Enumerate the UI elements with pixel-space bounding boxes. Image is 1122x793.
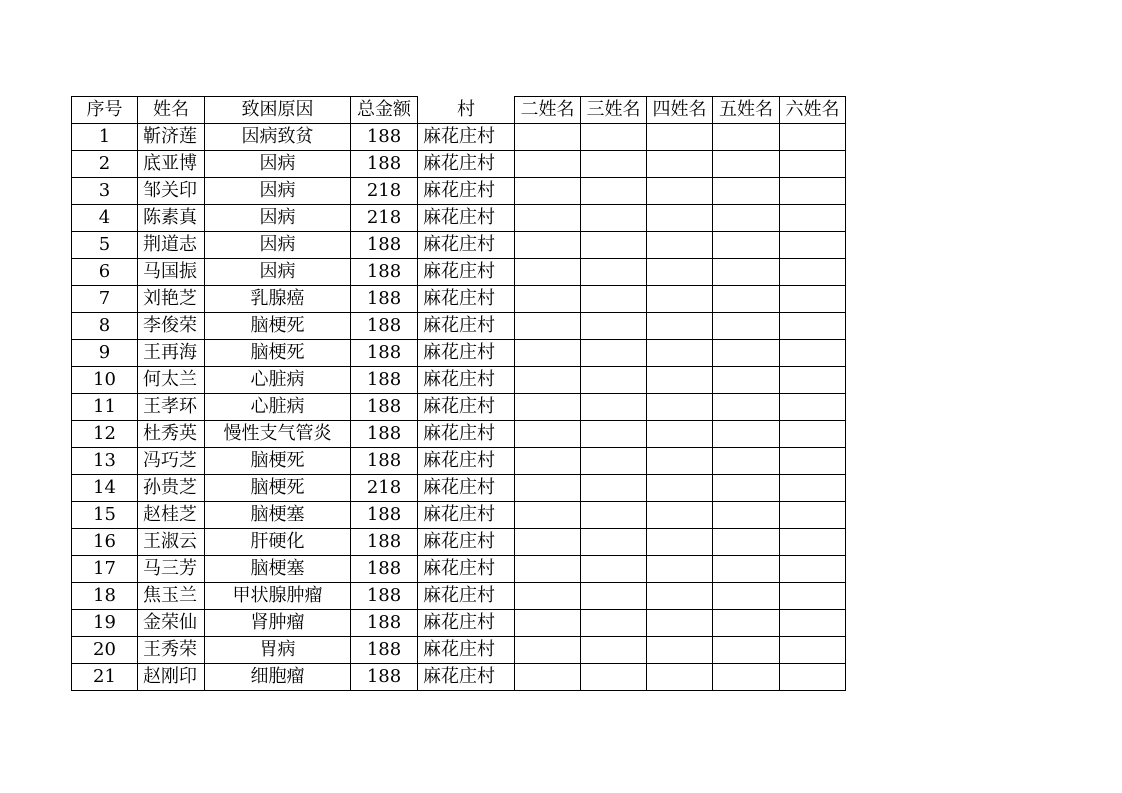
empty-name5-cell[interactable] xyxy=(713,583,780,610)
amount-cell[interactable]: 218 xyxy=(351,205,418,232)
empty-name4-cell[interactable] xyxy=(647,664,713,691)
header-row xyxy=(72,97,846,124)
cause-cell[interactable]: 乳腺癌 xyxy=(205,286,351,313)
table-row xyxy=(72,475,846,502)
cause-cell[interactable]: 脑梗死 xyxy=(205,475,351,502)
empty-name2-cell[interactable] xyxy=(515,394,581,421)
name-cell[interactable]: 荆道志 xyxy=(138,232,205,259)
village-cell[interactable]: 麻花庄村 xyxy=(418,313,515,340)
empty-name6-cell[interactable] xyxy=(780,124,846,151)
empty-name3-cell[interactable] xyxy=(581,664,647,691)
cause-cell[interactable]: 因病 xyxy=(205,178,351,205)
seq-cell[interactable]: 1 xyxy=(72,124,138,151)
seq-cell[interactable]: 14 xyxy=(72,475,138,502)
amount-cell[interactable]: 218 xyxy=(351,178,418,205)
empty-name3-cell[interactable] xyxy=(581,367,647,394)
empty-name3-cell[interactable] xyxy=(581,205,647,232)
header-village[interactable]: 村 xyxy=(418,97,515,124)
amount-cell[interactable]: 188 xyxy=(351,367,418,394)
empty-name3-cell[interactable] xyxy=(581,394,647,421)
empty-name6-cell[interactable] xyxy=(780,556,846,583)
empty-name6-cell[interactable] xyxy=(780,610,846,637)
name-cell[interactable]: 金荣仙 xyxy=(138,610,205,637)
name-cell[interactable]: 靳济莲 xyxy=(138,124,205,151)
amount-cell[interactable]: 218 xyxy=(351,475,418,502)
empty-name6-cell[interactable] xyxy=(780,151,846,178)
village-cell[interactable]: 麻花庄村 xyxy=(418,448,515,475)
empty-name2-cell[interactable] xyxy=(515,448,581,475)
amount-cell[interactable]: 188 xyxy=(351,529,418,556)
seq-cell[interactable]: 2 xyxy=(72,151,138,178)
header-name5[interactable]: 五姓名 xyxy=(713,97,780,124)
empty-name4-cell[interactable] xyxy=(647,529,713,556)
table-row xyxy=(72,421,846,448)
cause-cell[interactable]: 心脏病 xyxy=(205,367,351,394)
village-cell[interactable]: 麻花庄村 xyxy=(418,475,515,502)
empty-name3-cell[interactable] xyxy=(581,556,647,583)
empty-name3-cell[interactable] xyxy=(581,151,647,178)
seq-cell[interactable]: 5 xyxy=(72,232,138,259)
empty-name6-cell[interactable] xyxy=(780,529,846,556)
seq-cell[interactable]: 21 xyxy=(72,664,138,691)
name-cell[interactable]: 王秀荣 xyxy=(138,637,205,664)
seq-cell[interactable]: 13 xyxy=(72,448,138,475)
village-cell[interactable]: 麻花庄村 xyxy=(418,556,515,583)
cause-cell[interactable]: 因病致贫 xyxy=(205,124,351,151)
cause-cell[interactable]: 脑梗塞 xyxy=(205,556,351,583)
village-cell[interactable]: 麻花庄村 xyxy=(418,637,515,664)
empty-name6-cell[interactable] xyxy=(780,259,846,286)
empty-name2-cell[interactable] xyxy=(515,124,581,151)
empty-name4-cell[interactable] xyxy=(647,502,713,529)
empty-name6-cell[interactable] xyxy=(780,340,846,367)
name-cell[interactable]: 李俊荣 xyxy=(138,313,205,340)
table-row xyxy=(72,340,846,367)
empty-name6-cell[interactable] xyxy=(780,448,846,475)
empty-name5-cell[interactable] xyxy=(713,313,780,340)
seq-cell[interactable]: 18 xyxy=(72,583,138,610)
empty-name6-cell[interactable] xyxy=(780,502,846,529)
amount-cell[interactable]: 188 xyxy=(351,394,418,421)
seq-cell[interactable]: 19 xyxy=(72,610,138,637)
amount-cell[interactable]: 188 xyxy=(351,340,418,367)
empty-name4-cell[interactable] xyxy=(647,286,713,313)
empty-name5-cell[interactable] xyxy=(713,232,780,259)
amount-cell[interactable]: 188 xyxy=(351,583,418,610)
amount-cell[interactable]: 188 xyxy=(351,637,418,664)
cause-cell[interactable]: 脑梗死 xyxy=(205,313,351,340)
empty-name6-cell[interactable] xyxy=(780,178,846,205)
empty-name5-cell[interactable] xyxy=(713,367,780,394)
village-cell[interactable]: 麻花庄村 xyxy=(418,232,515,259)
seq-cell[interactable]: 9 xyxy=(72,340,138,367)
name-cell[interactable]: 何太兰 xyxy=(138,367,205,394)
empty-name4-cell[interactable] xyxy=(647,259,713,286)
empty-name4-cell[interactable] xyxy=(647,313,713,340)
header-name2[interactable]: 二姓名 xyxy=(515,97,581,124)
cause-cell[interactable]: 胃病 xyxy=(205,637,351,664)
empty-name6-cell[interactable] xyxy=(780,664,846,691)
cause-cell[interactable]: 慢性支气管炎 xyxy=(205,421,351,448)
empty-name4-cell[interactable] xyxy=(647,637,713,664)
empty-name2-cell[interactable] xyxy=(515,340,581,367)
table-row xyxy=(72,124,846,151)
empty-name5-cell[interactable] xyxy=(713,421,780,448)
empty-name4-cell[interactable] xyxy=(647,583,713,610)
empty-name4-cell[interactable] xyxy=(647,610,713,637)
village-cell[interactable]: 麻花庄村 xyxy=(418,124,515,151)
name-cell[interactable]: 马国振 xyxy=(138,259,205,286)
empty-name2-cell[interactable] xyxy=(515,637,581,664)
empty-name2-cell[interactable] xyxy=(515,151,581,178)
cause-cell[interactable]: 脑梗死 xyxy=(205,340,351,367)
empty-name2-cell[interactable] xyxy=(515,232,581,259)
name-cell[interactable]: 邹关印 xyxy=(138,178,205,205)
empty-name2-cell[interactable] xyxy=(515,178,581,205)
village-cell[interactable]: 麻花庄村 xyxy=(418,529,515,556)
empty-name5-cell[interactable] xyxy=(713,637,780,664)
seq-cell[interactable]: 15 xyxy=(72,502,138,529)
empty-name4-cell[interactable] xyxy=(647,475,713,502)
table-row xyxy=(72,529,846,556)
village-cell[interactable]: 麻花庄村 xyxy=(418,178,515,205)
seq-cell[interactable]: 17 xyxy=(72,556,138,583)
empty-name2-cell[interactable] xyxy=(515,502,581,529)
amount-cell[interactable]: 188 xyxy=(351,664,418,691)
empty-name4-cell[interactable] xyxy=(647,124,713,151)
empty-name4-cell[interactable] xyxy=(647,394,713,421)
table-row xyxy=(72,313,846,340)
table-row xyxy=(72,664,846,691)
table-row xyxy=(72,394,846,421)
empty-name5-cell[interactable] xyxy=(713,610,780,637)
header-name[interactable]: 姓名 xyxy=(138,97,205,124)
empty-name2-cell[interactable] xyxy=(515,313,581,340)
seq-cell[interactable]: 16 xyxy=(72,529,138,556)
empty-name2-cell[interactable] xyxy=(515,556,581,583)
table-row xyxy=(72,205,846,232)
empty-name2-cell[interactable] xyxy=(515,475,581,502)
empty-name6-cell[interactable] xyxy=(780,583,846,610)
amount-cell[interactable]: 188 xyxy=(351,610,418,637)
empty-name6-cell[interactable] xyxy=(780,367,846,394)
header-seq[interactable]: 序号 xyxy=(72,97,138,124)
amount-cell[interactable]: 188 xyxy=(351,556,418,583)
table-row xyxy=(72,556,846,583)
name-cell[interactable]: 焦玉兰 xyxy=(138,583,205,610)
empty-name3-cell[interactable] xyxy=(581,475,647,502)
empty-name5-cell[interactable] xyxy=(713,124,780,151)
empty-name5-cell[interactable] xyxy=(713,259,780,286)
table-row xyxy=(72,151,846,178)
relief-table xyxy=(71,96,846,691)
cause-cell[interactable]: 甲状腺肿瘤 xyxy=(205,583,351,610)
empty-name6-cell[interactable] xyxy=(780,205,846,232)
village-cell[interactable]: 麻花庄村 xyxy=(418,151,515,178)
empty-name6-cell[interactable] xyxy=(780,637,846,664)
amount-cell[interactable]: 188 xyxy=(351,286,418,313)
empty-name5-cell[interactable] xyxy=(713,178,780,205)
seq-cell[interactable]: 10 xyxy=(72,367,138,394)
empty-name4-cell[interactable] xyxy=(647,205,713,232)
empty-name3-cell[interactable] xyxy=(581,340,647,367)
empty-name4-cell[interactable] xyxy=(647,367,713,394)
village-cell[interactable]: 麻花庄村 xyxy=(418,502,515,529)
table-row xyxy=(72,583,846,610)
cause-cell[interactable]: 因病 xyxy=(205,259,351,286)
empty-name2-cell[interactable] xyxy=(515,259,581,286)
empty-name3-cell[interactable] xyxy=(581,448,647,475)
empty-name2-cell[interactable] xyxy=(515,529,581,556)
empty-name4-cell[interactable] xyxy=(647,448,713,475)
village-cell[interactable]: 麻花庄村 xyxy=(418,664,515,691)
amount-cell[interactable]: 188 xyxy=(351,259,418,286)
cause-cell[interactable]: 因病 xyxy=(205,232,351,259)
empty-name5-cell[interactable] xyxy=(713,448,780,475)
empty-name6-cell[interactable] xyxy=(780,475,846,502)
cause-cell[interactable]: 肾肿瘤 xyxy=(205,610,351,637)
seq-cell[interactable]: 12 xyxy=(72,421,138,448)
cause-cell[interactable]: 脑梗死 xyxy=(205,448,351,475)
amount-cell[interactable]: 188 xyxy=(351,313,418,340)
empty-name2-cell[interactable] xyxy=(515,610,581,637)
empty-name4-cell[interactable] xyxy=(647,178,713,205)
name-cell[interactable]: 王再海 xyxy=(138,340,205,367)
cause-cell[interactable]: 因病 xyxy=(205,205,351,232)
empty-name5-cell[interactable] xyxy=(713,394,780,421)
village-cell[interactable]: 麻花庄村 xyxy=(418,259,515,286)
name-cell[interactable]: 杜秀英 xyxy=(138,421,205,448)
empty-name2-cell[interactable] xyxy=(515,664,581,691)
name-cell[interactable]: 王淑云 xyxy=(138,529,205,556)
empty-name3-cell[interactable] xyxy=(581,637,647,664)
amount-cell[interactable]: 188 xyxy=(351,232,418,259)
seq-cell[interactable]: 6 xyxy=(72,259,138,286)
empty-name5-cell[interactable] xyxy=(713,205,780,232)
empty-name4-cell[interactable] xyxy=(647,151,713,178)
empty-name2-cell[interactable] xyxy=(515,421,581,448)
empty-name5-cell[interactable] xyxy=(713,529,780,556)
village-cell[interactable]: 麻花庄村 xyxy=(418,367,515,394)
empty-name3-cell[interactable] xyxy=(581,178,647,205)
empty-name4-cell[interactable] xyxy=(647,340,713,367)
empty-name5-cell[interactable] xyxy=(713,664,780,691)
name-cell[interactable]: 陈素真 xyxy=(138,205,205,232)
empty-name6-cell[interactable] xyxy=(780,421,846,448)
name-cell[interactable]: 底亚博 xyxy=(138,151,205,178)
table-row xyxy=(72,286,846,313)
seq-cell[interactable]: 3 xyxy=(72,178,138,205)
empty-name4-cell[interactable] xyxy=(647,556,713,583)
empty-name3-cell[interactable] xyxy=(581,286,647,313)
empty-name4-cell[interactable] xyxy=(647,232,713,259)
table-row xyxy=(72,259,846,286)
table-row xyxy=(72,178,846,205)
name-cell[interactable]: 刘艳芝 xyxy=(138,286,205,313)
empty-name6-cell[interactable] xyxy=(780,313,846,340)
empty-name5-cell[interactable] xyxy=(713,556,780,583)
cause-cell[interactable]: 脑梗塞 xyxy=(205,502,351,529)
seq-cell[interactable]: 20 xyxy=(72,637,138,664)
seq-cell[interactable]: 8 xyxy=(72,313,138,340)
village-cell[interactable]: 麻花庄村 xyxy=(418,205,515,232)
cause-cell[interactable]: 肝硬化 xyxy=(205,529,351,556)
cause-cell[interactable]: 细胞瘤 xyxy=(205,664,351,691)
header-cause[interactable]: 致困原因 xyxy=(205,97,351,124)
header-name4[interactable]: 四姓名 xyxy=(647,97,713,124)
village-cell[interactable]: 麻花庄村 xyxy=(418,286,515,313)
table-row xyxy=(72,502,846,529)
cause-cell[interactable]: 因病 xyxy=(205,151,351,178)
empty-name6-cell[interactable] xyxy=(780,286,846,313)
name-cell[interactable]: 赵刚印 xyxy=(138,664,205,691)
empty-name2-cell[interactable] xyxy=(515,367,581,394)
cause-cell[interactable]: 心脏病 xyxy=(205,394,351,421)
village-cell[interactable]: 麻花庄村 xyxy=(418,583,515,610)
name-cell[interactable]: 孙贵芝 xyxy=(138,475,205,502)
amount-cell[interactable]: 188 xyxy=(351,421,418,448)
empty-name2-cell[interactable] xyxy=(515,583,581,610)
seq-cell[interactable]: 11 xyxy=(72,394,138,421)
empty-name6-cell[interactable] xyxy=(780,394,846,421)
empty-name3-cell[interactable] xyxy=(581,610,647,637)
header-name6[interactable]: 六姓名 xyxy=(780,97,846,124)
empty-name3-cell[interactable] xyxy=(581,232,647,259)
empty-name5-cell[interactable] xyxy=(713,502,780,529)
amount-cell[interactable]: 188 xyxy=(351,151,418,178)
empty-name3-cell[interactable] xyxy=(581,124,647,151)
table-row xyxy=(72,637,846,664)
empty-name3-cell[interactable] xyxy=(581,421,647,448)
empty-name5-cell[interactable] xyxy=(713,151,780,178)
empty-name5-cell[interactable] xyxy=(713,475,780,502)
empty-name6-cell[interactable] xyxy=(780,232,846,259)
seq-cell[interactable]: 7 xyxy=(72,286,138,313)
seq-cell[interactable]: 4 xyxy=(72,205,138,232)
empty-name3-cell[interactable] xyxy=(581,529,647,556)
empty-name3-cell[interactable] xyxy=(581,502,647,529)
empty-name3-cell[interactable] xyxy=(581,259,647,286)
amount-cell[interactable]: 188 xyxy=(351,124,418,151)
village-cell[interactable]: 麻花庄村 xyxy=(418,340,515,367)
village-cell[interactable]: 麻花庄村 xyxy=(418,394,515,421)
empty-name3-cell[interactable] xyxy=(581,313,647,340)
amount-cell[interactable]: 188 xyxy=(351,502,418,529)
empty-name2-cell[interactable] xyxy=(515,205,581,232)
village-cell[interactable]: 麻花庄村 xyxy=(418,421,515,448)
table-row xyxy=(72,448,846,475)
table-row xyxy=(72,367,846,394)
name-cell[interactable]: 王孝环 xyxy=(138,394,205,421)
empty-name2-cell[interactable] xyxy=(515,286,581,313)
header-amount[interactable]: 总金额 xyxy=(351,97,418,124)
header-name3[interactable]: 三姓名 xyxy=(581,97,647,124)
name-cell[interactable]: 赵桂芝 xyxy=(138,502,205,529)
empty-name4-cell[interactable] xyxy=(647,421,713,448)
table-row xyxy=(72,610,846,637)
empty-name5-cell[interactable] xyxy=(713,340,780,367)
empty-name3-cell[interactable] xyxy=(581,583,647,610)
amount-cell[interactable]: 188 xyxy=(351,448,418,475)
village-cell[interactable]: 麻花庄村 xyxy=(418,610,515,637)
name-cell[interactable]: 马三芳 xyxy=(138,556,205,583)
name-cell[interactable]: 冯巧芝 xyxy=(138,448,205,475)
table-row xyxy=(72,232,846,259)
empty-name5-cell[interactable] xyxy=(713,286,780,313)
